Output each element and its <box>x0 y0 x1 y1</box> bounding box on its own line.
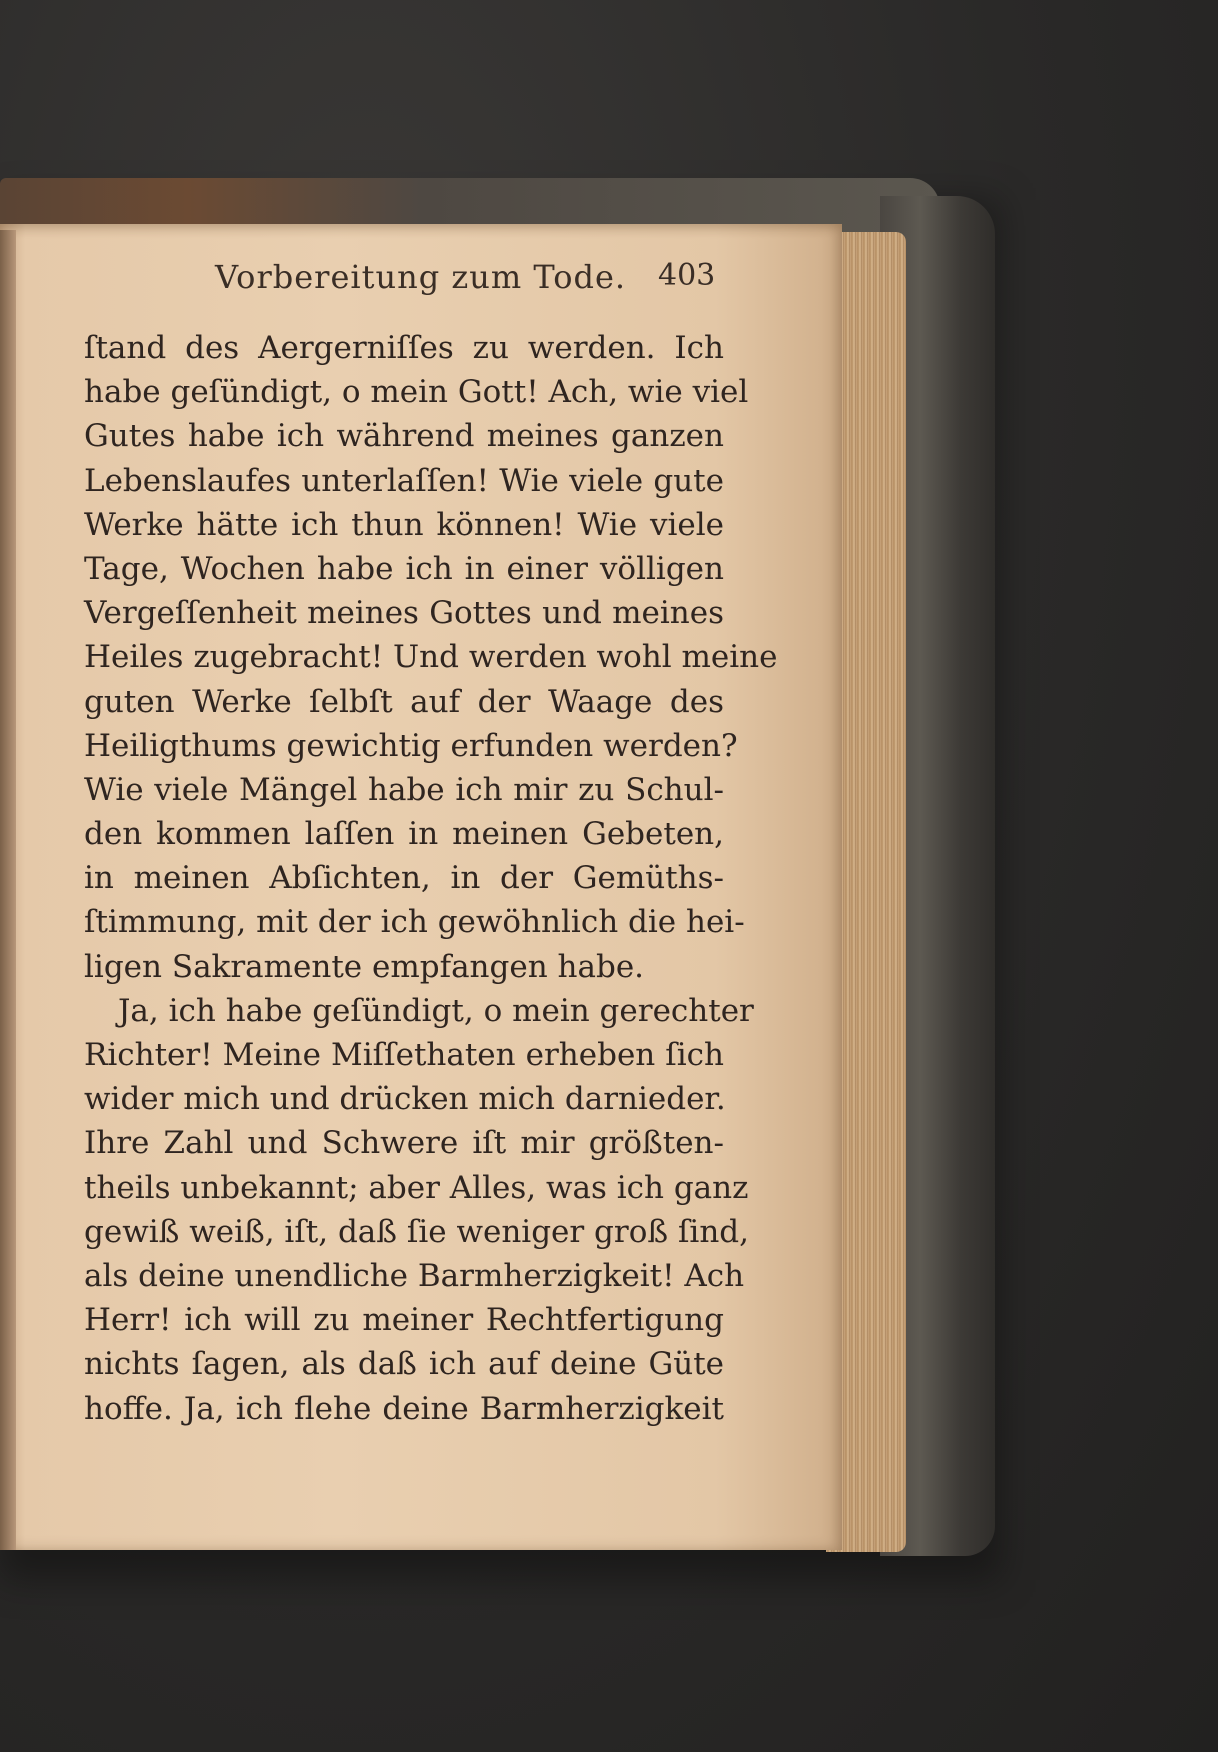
text-line: ſtand des Aergerniſſes zu werden. Ich <box>84 330 724 366</box>
text-line: in meinen Abſichten, in der Gemüths- <box>84 860 724 897</box>
text-line: Herr! ich will zu meiner Rechtfertigung <box>84 1302 724 1339</box>
text-line: Werke hätte ich thun können! Wie viele <box>84 506 724 543</box>
text-line: Vergeſſenheit meines Gottes und meines <box>84 595 724 632</box>
text-line: ſtimmung, mit der ich gewöhnlich die hei- <box>84 904 745 941</box>
text-line: hoffe. Ja, ich flehe deine Barmherzigkeit <box>84 1390 724 1427</box>
body-text <box>84 326 778 1431</box>
text-line: nichts ſagen, als daß ich auf deine Güte <box>84 1346 724 1383</box>
text-line: wider mich und drücken mich darnieder. <box>84 1081 726 1118</box>
text-line: guten Werke ſelbſt auf der Waage des <box>84 683 724 720</box>
text-line: Heiles zugebracht! Und werden wohl meine <box>84 639 778 676</box>
text-line: Ja, ich habe geſündigt, o mein gerechter <box>118 992 754 1029</box>
text-line: Lebenslaufes unterlaſſen! Wie viele gute <box>84 462 724 499</box>
page-gutter <box>0 230 16 1550</box>
text-line: habe geſündigt, o mein Gott! Ach, wie viel <box>84 374 749 411</box>
text-line: ligen Sakramente empfangen habe. <box>84 948 645 985</box>
running-head: Vorbereitung zum Tode. <box>215 258 627 296</box>
text-line: Gutes habe ich während meines ganzen <box>84 418 724 455</box>
text-line: gewiß weiß, iſt, daß ſie weniger groß ſind, <box>84 1213 750 1250</box>
text-line: Tage, Wochen habe ich in einer völligen <box>84 550 724 587</box>
text-line: Wie viele Mängel habe ich mir zu Schul- <box>84 771 724 808</box>
page-number: 403 <box>658 258 716 293</box>
text-line: den kommen laſſen in meinen Gebeten, <box>84 816 724 853</box>
text-line: Heiligthums gewichtig erfunden werden? <box>84 727 738 764</box>
text-line: als deine unendliche Barmherzigkeit! Ach <box>84 1257 745 1294</box>
text-line: Richter! Meine Miſſethaten erheben ſich <box>84 1037 724 1073</box>
text-line: theils unbekannt; aber Alles, was ich ganz <box>84 1169 749 1206</box>
text-line: Ihre Zahl und Schwere iſt mir größten- <box>84 1125 724 1162</box>
